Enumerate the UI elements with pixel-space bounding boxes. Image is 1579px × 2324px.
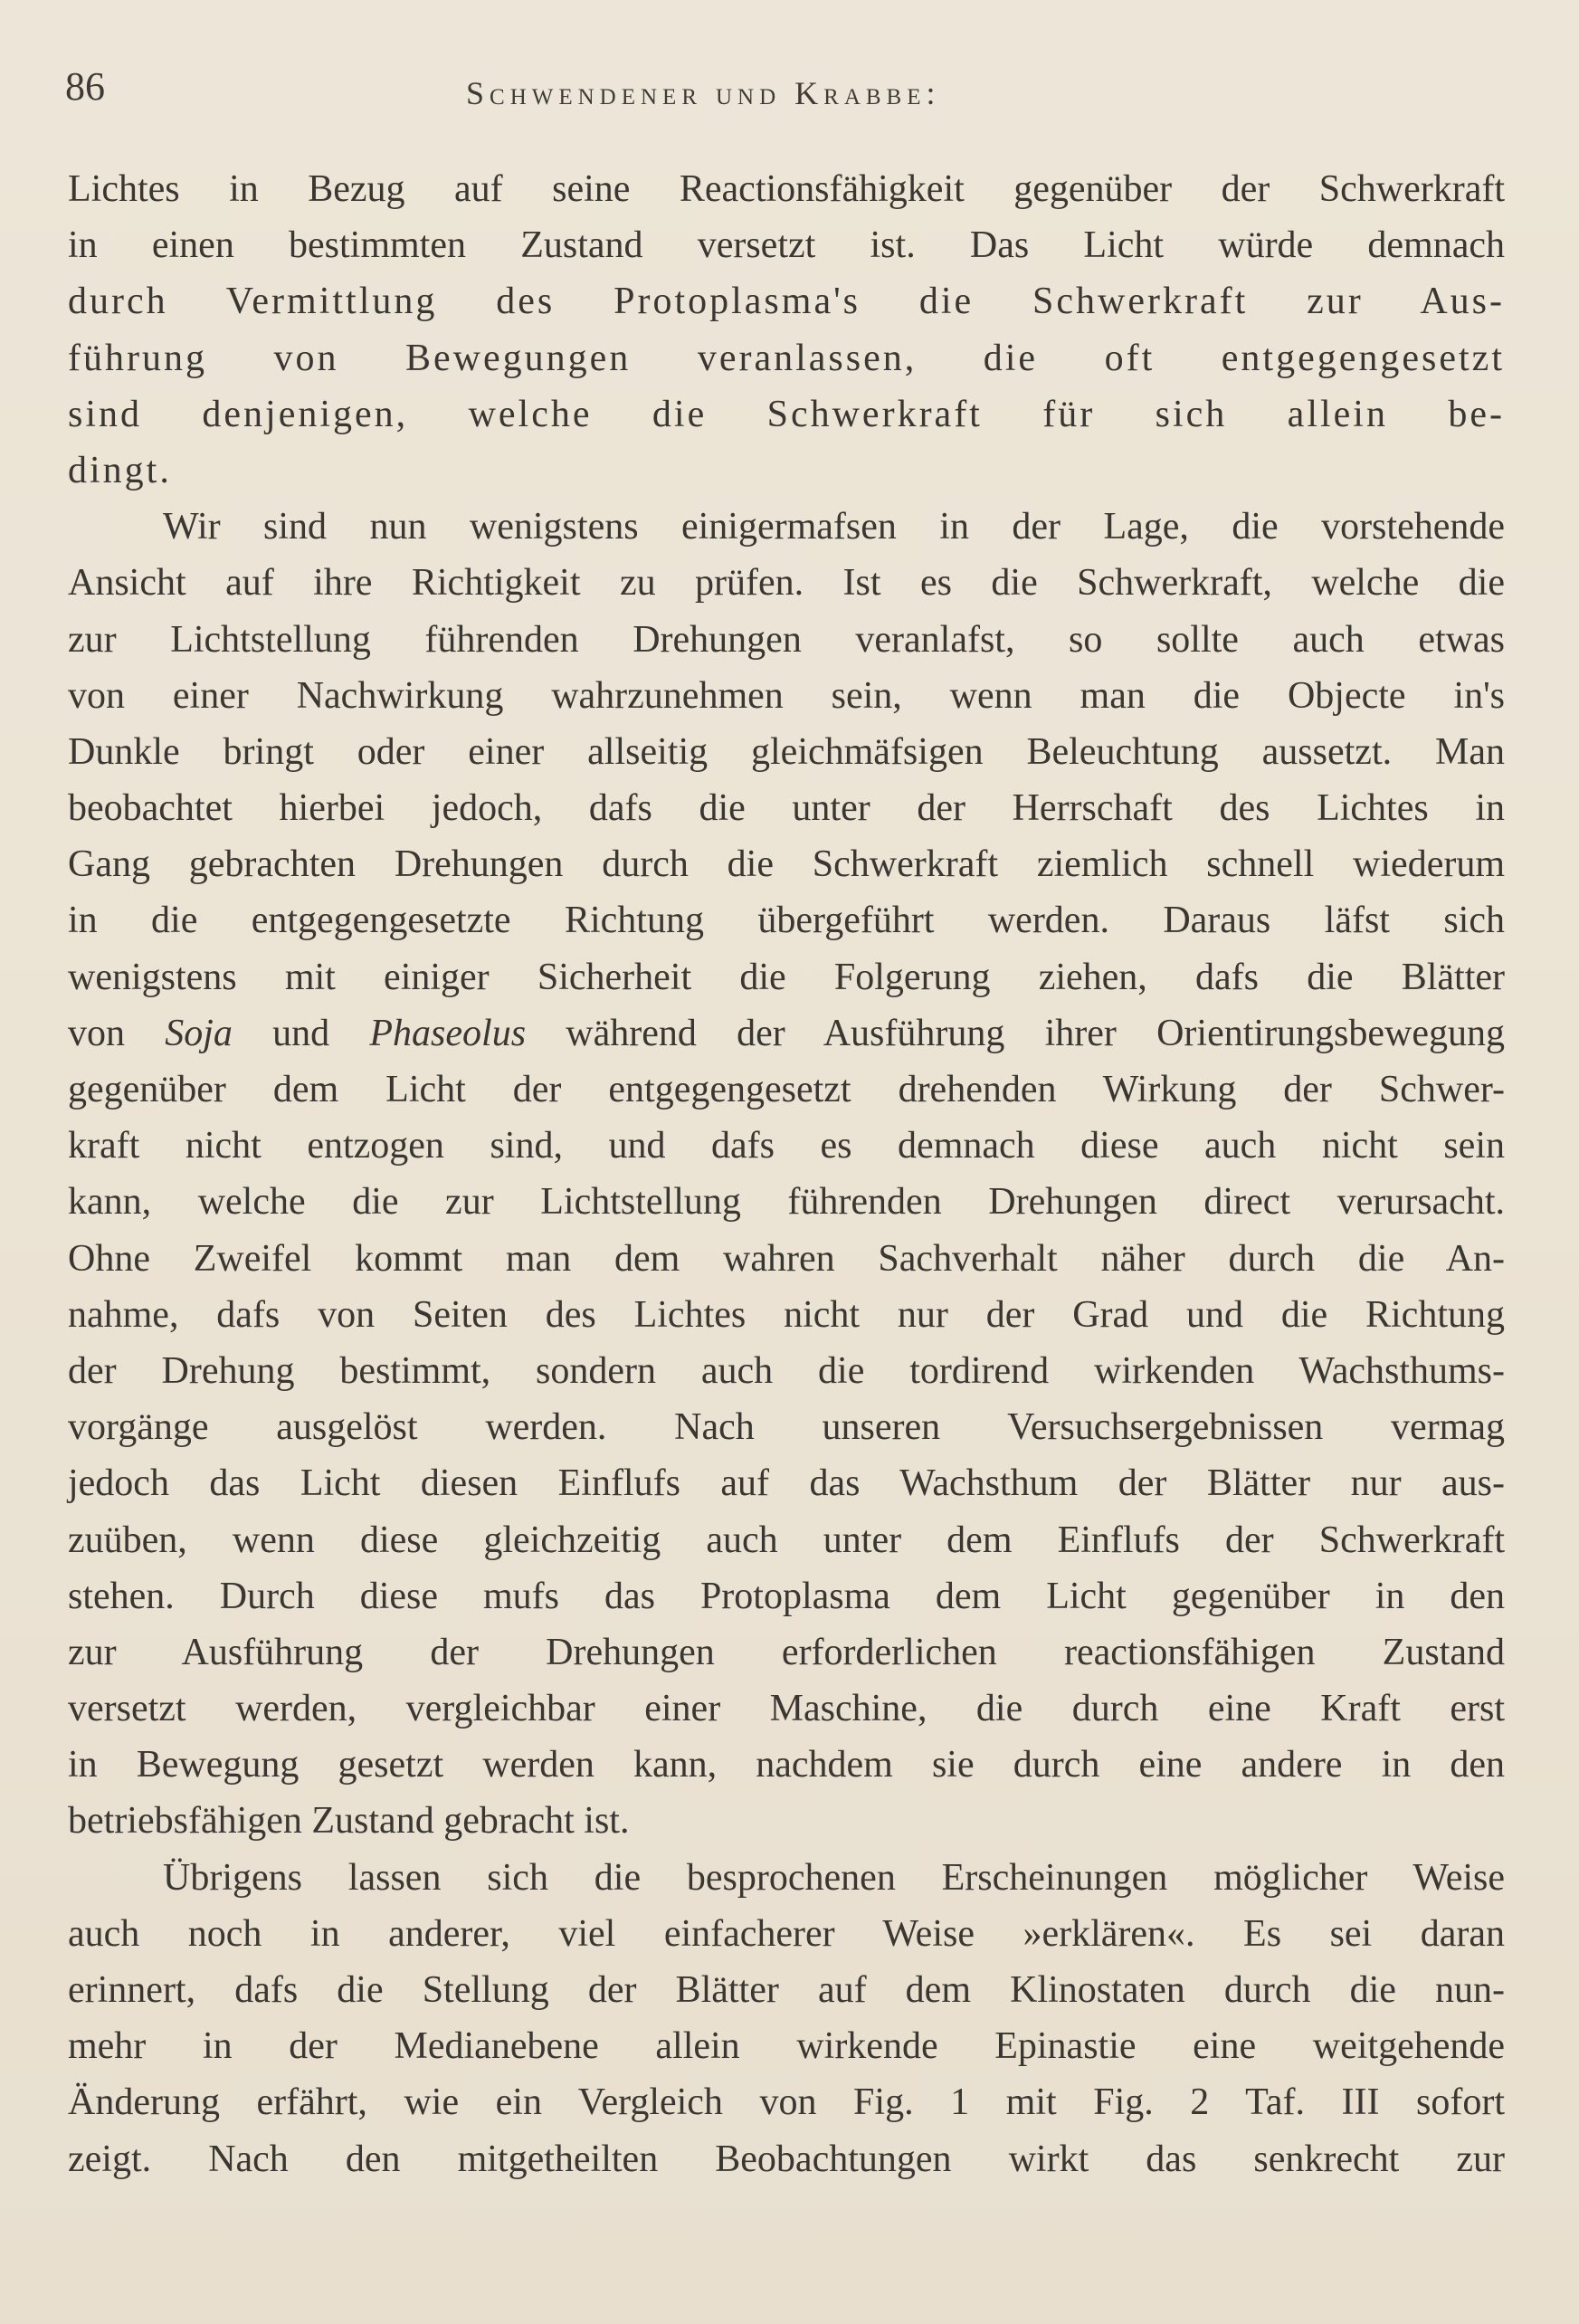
italic-term-phaseolus: Phaseolus (369, 1012, 527, 1054)
text-line: versetzt werden, vergleichbar einer Maschine, die durch eine Kraft erst (68, 1688, 1505, 1730)
text-line: kraft nicht entzogen sind, und dafs es demnach diese auch nicht sein (68, 1125, 1505, 1167)
text-run: während der Ausführung ihrer Orientirungsbewegung (526, 1012, 1506, 1054)
text-line: Änderung erfährt, wie ein Vergleich von Fig. 1 mit Fig. 2 Taf. III sofort (68, 2081, 1505, 2124)
italic-term-soja: Soja (165, 1012, 233, 1054)
text-line: nahme, dafs von Seiten des Lichtes nicht nur der Grad und die Richtung (68, 1293, 1505, 1336)
text-line: Lichtes in Bezug auf seine Reactionsfähigkeit gegenüber der Schwerkraft (68, 168, 1505, 210)
text-line: jedoch das Licht diesen Einflufs auf das Wachsthum der Blätter nur aus- (68, 1462, 1505, 1505)
text-run: und (232, 1012, 370, 1054)
text-line: vorgänge ausgelöst werden. Nach unseren Versuchsergebnissen vermag (68, 1406, 1505, 1449)
text-line: sind denjenigen, welche die Schwerkraft für sich allein be- (68, 393, 1505, 435)
text-line-with-italics (68, 1005, 1505, 1062)
text-line: zuüben, wenn diese gleichzeitig auch unter dem Einflufs der Schwerkraft (68, 1519, 1505, 1561)
text-line: in einen bestimmten Zustand versetzt ist. Das Licht würde demnach (68, 224, 1505, 267)
text-line: der Drehung bestimmt, sondern auch die tordirend wirkenden Wachsthums- (68, 1349, 1505, 1392)
text-line: Übrigens lassen sich die besprochenen Erscheinungen möglicher Weise (163, 1856, 1505, 1899)
body-text (68, 161, 1505, 2187)
text-line: erinnert, dafs die Stellung der Blätter auf dem Klinostaten durch die nun- (68, 1969, 1505, 2011)
text-line: zeigt. Nach den mitgetheilten Beobachtungen wirkt das senkrecht zur (68, 2138, 1505, 2180)
text-line: Ohne Zweifel kommt man dem wahren Sachverhalt näher durch die An- (68, 1237, 1505, 1280)
text-line: auch noch in anderer, viel einfacherer Weise »erklären«. Es sei daran (68, 1912, 1505, 1955)
page-header (65, 63, 1513, 127)
text-line: zur Ausführung der Drehungen erforderlichen reactionsfähigen Zustand (68, 1631, 1505, 1673)
text-line: Gang gebrachten Drehungen durch die Schwerkraft ziemlich schnell wiederum (68, 843, 1505, 886)
text-line: betriebsfähigen Zustand gebracht ist. (68, 1800, 630, 1843)
text-line: kann, welche die zur Lichtstellung führenden Drehungen direct verursacht. (68, 1181, 1505, 1224)
text-line: führung von Bewegungen veranlassen, die oft entgegengesetzt (68, 337, 1505, 379)
text-line: in die entgegengesetzte Richtung übergeführt werden. Daraus läfst sich (68, 900, 1505, 942)
text-line: Ansicht auf ihre Richtigkeit zu prüfen. Ist es die Schwerkraft, welche die (68, 562, 1505, 605)
text-line: mehr in der Medianebene allein wirkende Epinastie eine weitgehende (68, 2025, 1505, 2068)
text-line: in Bewegung gesetzt werden kann, nachdem sie durch eine andere in den (68, 1744, 1505, 1786)
text-line: Dunkle bringt oder einer allseitig gleichmäfsigen Beleuchtung aussetzt. Man (68, 730, 1505, 773)
text-line: beobachtet hierbei jedoch, dafs die unter der Herrschaft des Lichtes in (68, 787, 1505, 830)
text-line: durch Vermittlung des Protoplasma's die Schwerkraft zur Aus- (68, 281, 1505, 323)
text-line: Wir sind nun wenigstens einigermafsen in der Lage, die vorstehende (163, 506, 1505, 548)
running-head: Schwendener und Krabbe: (466, 75, 941, 111)
text-line: zur Lichtstellung führenden Drehungen veranlafst, so sollte auch etwas (68, 618, 1505, 661)
text-run: von (68, 1012, 166, 1054)
text-line: stehen. Durch diese mufs das Protoplasma dem Licht gegenüber in den (68, 1575, 1505, 1617)
text-line: gegenüber dem Licht der entgegengesetzt drehenden Wirkung der Schwer- (68, 1069, 1505, 1110)
page-number: 86 (65, 64, 105, 109)
text-line: von einer Nachwirkung wahrzunehmen sein, wenn man die Objecte in's (68, 674, 1505, 717)
text-line: wenigstens mit einiger Sicherheit die Folgerung ziehen, dafs die Blätter (68, 956, 1505, 998)
text-line: dingt. (68, 449, 172, 491)
